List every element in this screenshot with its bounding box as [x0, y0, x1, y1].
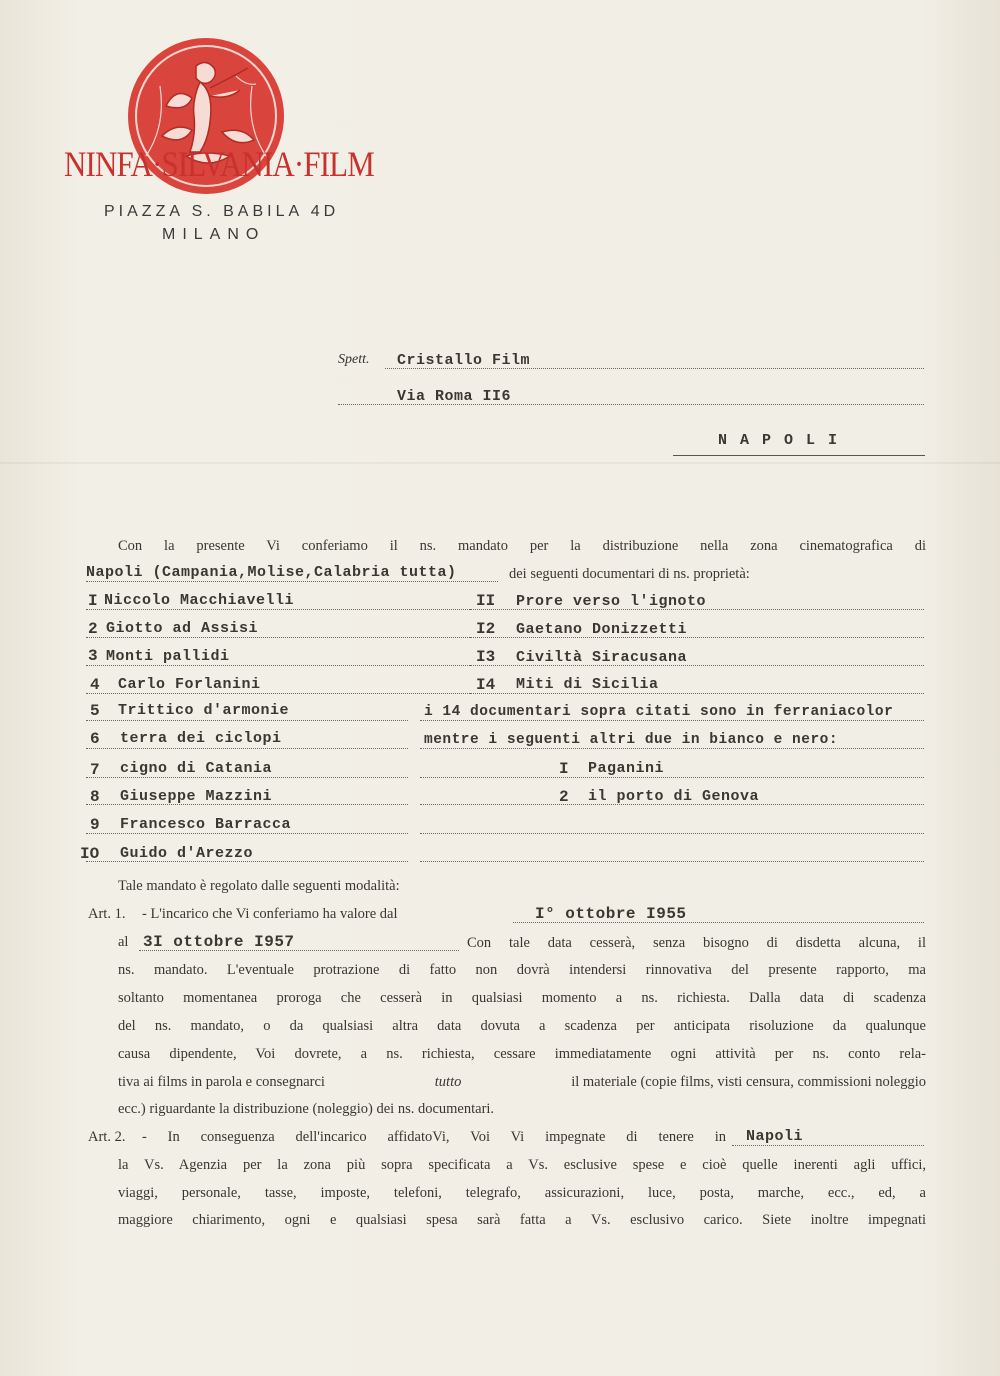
list-item-title: Francesco Barracca	[120, 816, 292, 833]
art1-emphasis: tutto	[434, 1074, 462, 1090]
art1-line	[118, 1074, 926, 1091]
distribution-zone: Napoli (Campania,Molise,Calabria tutta)	[86, 564, 457, 581]
recipient-street: Via Roma II6	[397, 388, 512, 405]
list-item-number: I2	[476, 620, 496, 638]
list-item-title: Niccolo Macchiavelli	[104, 592, 295, 609]
al-label: al	[118, 934, 129, 950]
list-item-title: Giotto ad Assisi	[106, 620, 259, 637]
note-line	[420, 748, 924, 749]
art1-line: ecc.) riguardante la distribuzione (noleggio) dei ns. documentari.	[118, 1101, 495, 1117]
art1-label: Art. 1.	[88, 906, 126, 922]
art1-text: - L'incarico che Vi conferiamo ha valore dal	[142, 906, 398, 922]
paper-fold	[0, 462, 1000, 464]
art2-text: - In conseguenza dell'incarico affidatoVi, Voi Vi impegnate di tenere in	[142, 1129, 726, 1145]
bw-note: mentre i seguenti altri due in bianco e nero:	[424, 732, 839, 748]
start-date: I° ottobre I955	[535, 905, 687, 923]
list-item-number: 2	[88, 620, 98, 638]
list-item-line	[86, 720, 408, 721]
list-item-number: II	[476, 592, 496, 610]
list-item-number: 9	[90, 816, 100, 834]
art1-after-date: Con tale data cesserà, senza bisogno di disdetta alcuna, il	[467, 935, 926, 951]
list-item-title: Giuseppe Mazzini	[120, 788, 273, 805]
color-note: i 14 documentari sopra citati sono in ferraniacolor	[424, 704, 894, 720]
list-item-title: Guido d'Arezzo	[120, 845, 254, 862]
company-address: PIAZZA S. BABILA 4D	[104, 203, 340, 220]
list-item-title: Monti pallidi	[106, 648, 230, 665]
list-item-title: Gaetano Donizzetti	[516, 621, 688, 638]
terms-heading: Tale mandato è regolato dalle seguenti modalità:	[118, 878, 400, 894]
list-item-number: 6	[90, 730, 100, 748]
list-item-number: 2	[559, 788, 569, 806]
company-city: MILANO	[162, 226, 266, 243]
note-line	[420, 720, 924, 721]
list-item-line	[86, 609, 470, 610]
list-item-line	[86, 748, 408, 749]
end-date: 3I ottobre I957	[143, 933, 295, 951]
list-item-title: Prore verso l'ignoto	[516, 593, 707, 610]
art2-city: Napoli	[746, 1128, 804, 1145]
list-item-title: terra dei ciclopi	[120, 730, 282, 747]
intro-line-end: dei seguenti documentari di ns. proprietà:	[509, 566, 750, 582]
list-item-title: Civiltà Siracusana	[516, 649, 688, 666]
list-item-line	[470, 693, 924, 694]
company-name: NINFA·SILVANIA·FILM	[64, 144, 374, 184]
list-item-title: Paganini	[588, 760, 665, 777]
list-item-number: I4	[476, 676, 496, 694]
list-item-number: 4	[90, 676, 100, 694]
art1-line: soltanto momentanea proroga che cesserà in qualsiasi momento a ns. richiesta. Dalla data di scadenza	[118, 990, 926, 1006]
list-item-line	[86, 665, 470, 666]
art2-line: maggiore chiarimento, ogni e qualsiasi spesa sarà fatta a Vs. esclusivo carico. Siete inoltre impegnati	[118, 1212, 926, 1228]
art1-line: ns. mandato. L'eventuale protrazione di fatto non dovrà intendersi rinnovativa del presente rapporto, ma	[118, 962, 926, 978]
art1-line: causa dipendente, Voi dovrete, a ns. richiesta, cessare immediatamente ogni attività per ns. conto rela-	[118, 1046, 926, 1062]
list-item-number: 8	[90, 788, 100, 806]
list-item-number: I3	[476, 648, 496, 666]
salutation: Spett.	[338, 352, 370, 367]
list-item-number: I	[88, 592, 98, 610]
recipient-city: N A P O L I	[718, 432, 840, 449]
art2-city-line	[732, 1145, 924, 1146]
art1-line5-start: tiva ai films in parola e consegnarci	[118, 1074, 325, 1090]
city-underline	[673, 455, 925, 456]
zone-line	[86, 581, 498, 582]
list-item-number: IO	[80, 845, 100, 863]
list-item-number: 5	[90, 702, 100, 720]
list-item-title: il porto di Genova	[588, 788, 760, 805]
list-item-line	[86, 833, 408, 834]
art1-line5-end: il materiale (copie films, visti censura, commissioni noleggio	[571, 1074, 926, 1090]
list-item-number: 7	[90, 761, 100, 779]
list-item-line	[86, 693, 470, 694]
blank-line	[420, 833, 924, 834]
blank-line	[420, 861, 924, 862]
art1-line: del ns. mandato, o da qualsiasi altra data dovuta a scadenza per anticipata risoluzione da qualunque	[118, 1018, 926, 1034]
list-item-title: Miti di Sicilia	[516, 676, 659, 693]
recipient-name: Cristallo Film	[397, 352, 531, 369]
list-item-number: I	[559, 760, 569, 778]
list-item-line	[86, 637, 470, 638]
list-item-title: Trittico d'armonie	[118, 702, 290, 719]
intro-line: Con la presente Vi conferiamo il ns. mandato per la distribuzione nella zona cinematografica di	[118, 538, 926, 554]
list-item-title: cigno di Catania	[120, 760, 273, 777]
art2-label: Art. 2.	[88, 1129, 126, 1145]
list-item-number: 3	[88, 647, 98, 665]
art2-line: la Vs. Agenzia per la zona più sopra specificata a Vs. esclusive spese e cioè quelle inerenti agli uffici,	[118, 1157, 926, 1173]
list-item-title: Carlo Forlanini	[118, 676, 261, 693]
art2-line: viaggi, personale, tasse, imposte, telefoni, telegrafo, assicurazioni, luce, posta, marche, ecc., ed, a	[118, 1185, 926, 1201]
list-item-line	[86, 777, 408, 778]
list-item-line	[420, 777, 924, 778]
